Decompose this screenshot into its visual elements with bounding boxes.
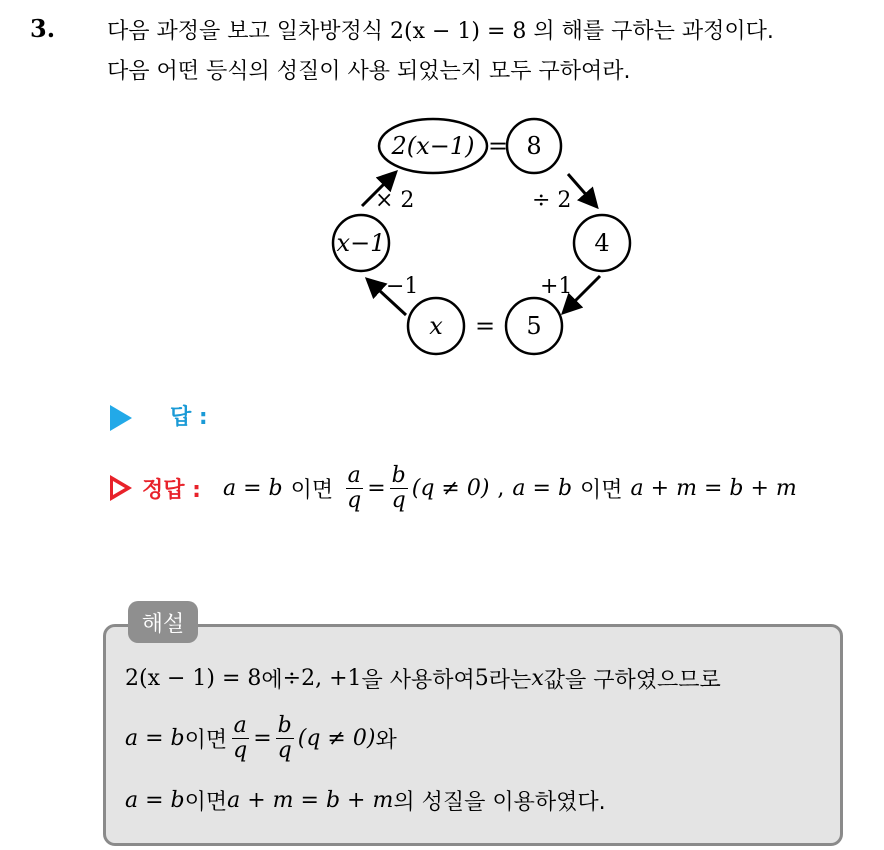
node-2x-1-label: 2(x−1) — [391, 132, 475, 160]
question-equation: 2(x − 1) = 8 — [390, 19, 527, 44]
question-text-1a: 다음 과정을 보고 일차방정식 — [107, 19, 390, 44]
solution-condition: (q ≠ 0) — [411, 475, 490, 501]
question-line-2: 다음 어떤 등식의 성질이 사용 되었는지 모두 구하여라. — [107, 59, 631, 84]
exp2-condition: (q ≠ 0) — [297, 725, 376, 751]
exp2-equals: = — [253, 725, 272, 751]
exp-equation: 2(x − 1) = 8 — [125, 665, 262, 691]
exp3-addition-property: a + m = b + m — [227, 787, 394, 813]
solution-imyeon-2: 이면 — [580, 477, 623, 503]
node-8-label: 8 — [526, 132, 542, 160]
exp-text-a: 에 — [261, 667, 283, 693]
op-div-2: ÷ 2 — [532, 188, 572, 213]
solution-label: 정답 : — [142, 477, 201, 503]
outline-triangle-icon — [110, 475, 132, 501]
fraction-a-over-q: $\frac{a}{q}$ — [347, 463, 362, 513]
exp3-text-end: 의 성질을 이용하였다. — [393, 789, 606, 815]
op-plus-1: +1 — [540, 274, 573, 299]
solution-comma: , — [497, 475, 505, 501]
node-x-1-label: x−1 — [336, 229, 386, 257]
explanation-line-2 — [125, 705, 397, 771]
question-text-1b: 의 해를 구하는 과정이다. — [526, 19, 774, 44]
exp-text-c: 라는 — [488, 667, 532, 693]
exp-five: 5 — [474, 665, 489, 691]
solution-a-eq-b: a = b — [222, 475, 283, 501]
exp-operations: ÷2, +1 — [282, 665, 362, 691]
top-equals: = — [487, 132, 509, 160]
exp2-imyeon: 이면 — [184, 727, 228, 753]
node-4-label: 4 — [594, 229, 610, 257]
solution-imyeon: 이면 — [290, 477, 334, 503]
exp2-fraction-b-over-q: $\frac{b}{q}$ — [277, 713, 292, 763]
fraction-b-over-q: $\frac{b}{q}$ — [391, 463, 406, 513]
node-x-label: x — [429, 312, 443, 340]
answer-row — [110, 400, 208, 431]
problem-number: 3. — [30, 14, 56, 43]
question-line-1 — [107, 14, 774, 45]
explanation-line-3 — [125, 780, 606, 820]
equation-cycle-diagram — [320, 110, 640, 370]
arrow-div-2 — [568, 174, 596, 206]
solution-equals: = — [367, 475, 386, 501]
exp-text-d: 값을 구하였으므로 — [543, 667, 721, 693]
solution-row — [110, 458, 797, 518]
explanation-line-1 — [125, 658, 721, 698]
solution-a-eq-b-2: a = b — [512, 475, 573, 501]
bottom-equals: = — [474, 312, 496, 340]
op-minus-1: −1 — [386, 274, 419, 299]
exp-x: x — [531, 665, 544, 691]
exp-text-b: 을 사용하여 — [361, 667, 475, 693]
play-triangle-icon — [110, 405, 132, 431]
exp2-fraction-a-over-q: $\frac{a}{q}$ — [233, 713, 248, 763]
solution-addition-property: a + m = b + m — [630, 475, 797, 501]
exp3-a-eq-b: a = b — [125, 787, 185, 813]
node-5-label: 5 — [526, 312, 542, 340]
answer-label: 답 : — [170, 405, 208, 430]
exp2-wa: 와 — [375, 727, 397, 753]
op-times-2: × 2 — [375, 188, 415, 213]
exp3-imyeon: 이면 — [184, 789, 228, 815]
explanation-tab: 해설 — [128, 601, 198, 643]
exp2-a-eq-b: a = b — [125, 725, 185, 751]
